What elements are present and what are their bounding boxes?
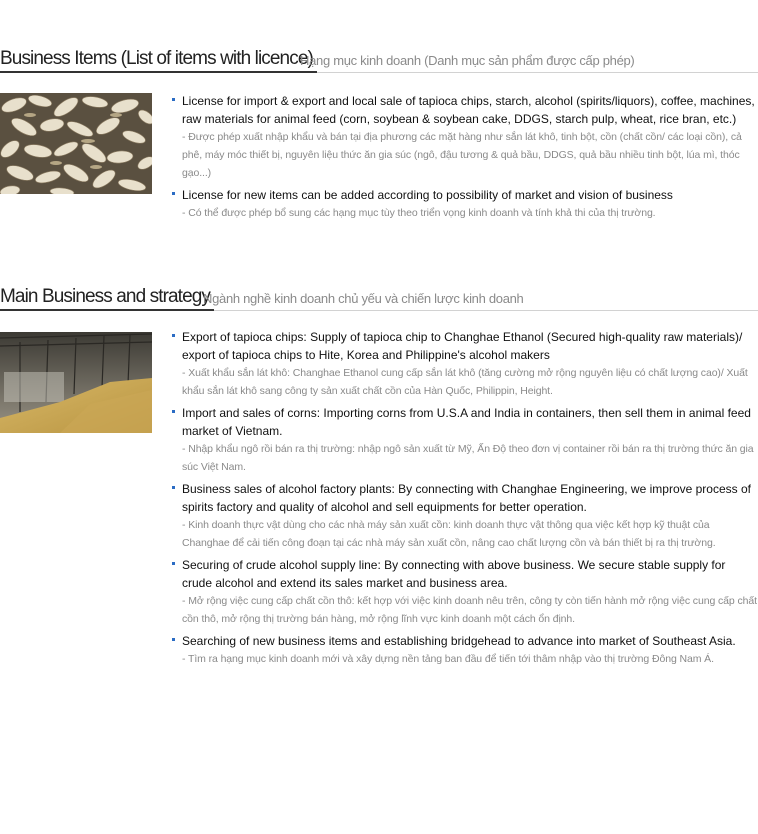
item-vi-text: - Có thể được phép bổ sung các hạng mục tùy theo triển vọng kinh doanh và tính khả thi của thị trường. <box>182 207 656 219</box>
business-items-list <box>172 92 758 226</box>
main-business-section <box>0 284 758 311</box>
list-item <box>172 328 758 400</box>
item-vi-text: - Xuất khẩu sắn lát khô: Changhae Ethanol cung cấp sắn lát khô (tăng cường mở rộng nguyên liệu có chất lượng cao)/ Xuất khẩu sắn lát khô sang công ty sản xuất chất cồn của Hàn Quốc, Philippin, Height. <box>182 367 748 397</box>
item-en-text: License for new items can be added according to possibility of market and vision of business <box>182 188 673 202</box>
list-item <box>172 404 758 476</box>
list-item <box>172 480 758 552</box>
item-en-text: Searching of new business items and establishing bridgehead to advance into market of Southeast Asia. <box>182 634 736 648</box>
item-vi-text: - Mở rộng việc cung cấp chất cồn thô: kết hợp với việc kinh doanh nêu trên, công ty còn tiến hành mở rộng việc cung cấp chất cồn thô, mở rộng thị trường bán hàng, mở rộng lĩnh vực kinh doanh một cách ổn định. <box>182 595 757 625</box>
list-item <box>172 186 758 222</box>
item-en-text: Securing of crude alcohol supply line: By connecting with above business. We secure stable supply for crude alcohol and extend its sales market and business area. <box>182 558 726 590</box>
main-business-list <box>172 328 758 672</box>
item-vi-text: - Kinh doanh thực vật dùng cho các nhà máy sản xuất cồn: kinh doanh thực vật thông qua việc kết hợp kỹ thuật của Changhae để cải tiến công đoạn tại các nhà máy sản xuất cồn, nâng cao chất lượng cồn và bán thiết bị ra thị trường. <box>182 519 716 549</box>
dried-tapioca-chips-photo <box>0 93 152 194</box>
business-items-title: Business Items (List of items with licence) <box>0 48 317 70</box>
main-business-heading <box>0 284 758 311</box>
grain-warehouse-image <box>0 332 152 433</box>
item-vi-text: - Tìm ra hạng mục kinh doanh mới và xây dựng nền tảng ban đầu để tiến tới thâm nhập vào thị trường Đông Nam Á. <box>182 653 714 665</box>
item-en-text: Export of tapioca chips: Supply of tapioca chip to Changhae Ethanol (Secured high-quality raw materials)/ export of tapioca chips to Hite, Korea and Philippine's alcohol makers <box>182 330 743 362</box>
business-items-section <box>0 46 758 73</box>
business-items-subtitle: Hạng mục kinh doanh (Danh mục sản phẩm được cấp phép) <box>300 53 635 68</box>
business-items-heading <box>0 46 758 73</box>
tapioca-chips-image <box>0 93 152 194</box>
item-en-text: License for import & export and local sale of tapioca chips, starch, alcohol (spirits/liquors), coffee, machines, raw materials for animal feed (corn, soybean & soybean cake, DDGS, starch pulp, wheat, rice bran, etc.) <box>182 94 755 126</box>
main-business-subtitle: Ngành nghề kinh doanh chủ yếu và chiến lược kinh doanh <box>203 291 524 306</box>
item-vi-text: - Nhập khẩu ngô rồi bán ra thị trường: nhập ngô sản xuất từ Mỹ, Ấn Độ theo đơn vị container rồi bán ra thị trường thức ăn gia súc Việt Nam. <box>182 443 754 473</box>
list-item <box>172 92 758 182</box>
list-item <box>172 632 758 668</box>
list-item <box>172 556 758 628</box>
item-vi-text: - Được phép xuất nhập khẩu và bán tại địa phương các mặt hàng như sắn lát khô, tinh bột, cồn (chất cồn/ các loại cồn), cả phê, máy móc thiết bị, nguyên liệu thức ăn gia súc (ngô, đậu tương & quả bầu, DDGS, quả bầu nhiều tinh bột, lúa mì, thóc gạo...) <box>182 131 742 179</box>
main-business-title: Main Business and strategy <box>0 286 214 308</box>
item-en-text: Import and sales of corns: Importing corns from U.S.A and India in containers, then sell them in animal feed market of Vietnam. <box>182 406 751 438</box>
item-en-text: Business sales of alcohol factory plants: By connecting with Changhae Engineering, we improve process of spirits factory and quality of alcohol and sell equipments for better operation. <box>182 482 751 514</box>
grain-warehouse-photo <box>0 332 152 433</box>
